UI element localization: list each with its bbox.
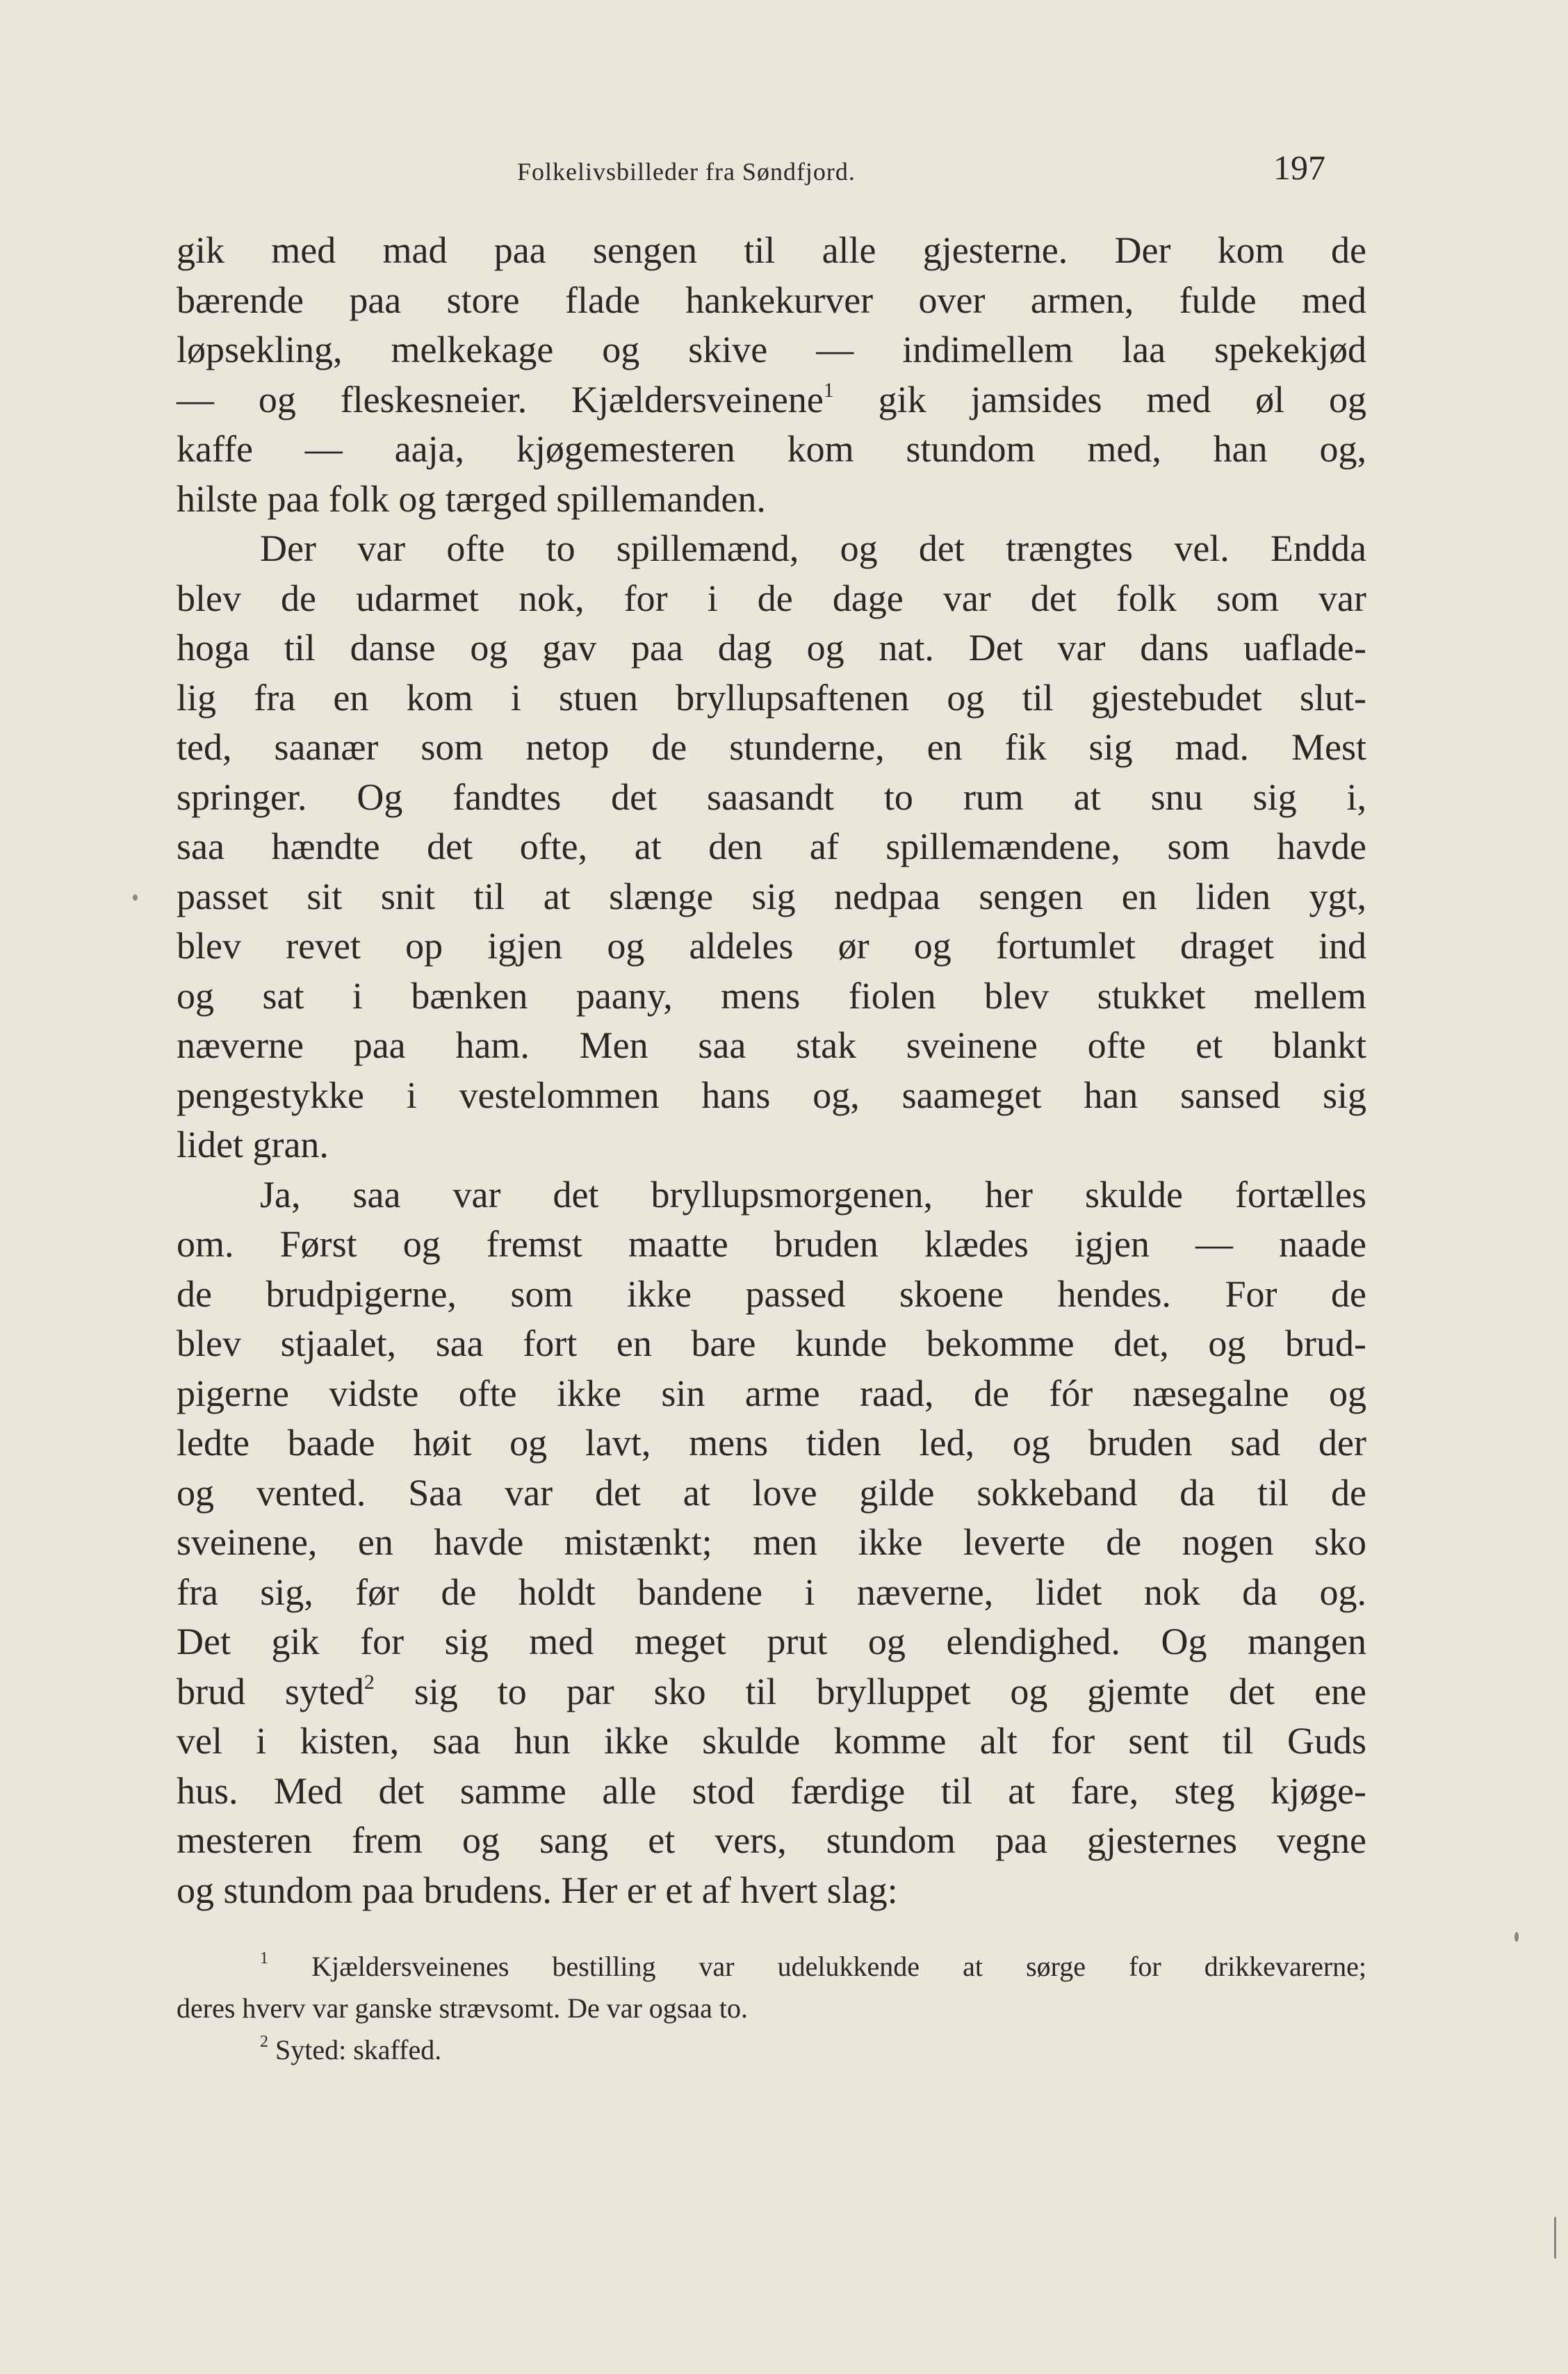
text-line: mesteren frem og sang et vers, stundom paa gjesternes vegne [177, 1819, 1366, 1861]
text-segment: sig to par sko til bryllupp​et og gjemte det ene [414, 1670, 1367, 1712]
text-line: springer. Og fandtes det saasandt to rum at snu sig i, [177, 776, 1366, 818]
text-line: sveinene, en havde mistænkt; men ikke leverte de nogen sko [177, 1521, 1366, 1563]
running-title: Folkelivsbilleder fra Søndfjord. [517, 158, 856, 186]
text-line: Det gik for sig med meget prut og elendighed. Og mangen [177, 1621, 1366, 1662]
footnote-2 [177, 2029, 1366, 2071]
text-line: Der var ofte to spillemænd, og det trængtes vel. Endda [260, 527, 1366, 569]
text-line: hoga til danse og gav paa dag og nat. Det var dans uaflade- [177, 627, 1366, 669]
text-line: hilste paa folk og tærged spillemanden. [177, 477, 766, 520]
text-segment: gik jamsides med øl og [878, 378, 1366, 420]
footnote-1-continued: deres hverv var ganske strævsomt. De var ogsaa to. [177, 1992, 748, 2024]
paper-speck [1554, 2217, 1556, 2259]
footnote-mark: 1 [823, 378, 834, 402]
footnotes [177, 1946, 1366, 2071]
text-line: blev stjaalet, saa fort en bare kunde bekomme det, og brud- [177, 1323, 1366, 1364]
footnote-text: Syted: skaffed. [275, 2034, 442, 2065]
text-line: lig fra en kom i stuen bryllupsaftenen og til gjestebudet slut- [177, 676, 1366, 719]
footnote-mark: 2 [364, 1670, 375, 1694]
text-line: kaffe — aaja, kjøgemesteren kom stundom med, han og, [177, 428, 1366, 470]
text-line: bærende paa store flade hankekurver over armen, fulde med [177, 279, 1366, 321]
text-line: pigerne vidste ofte ikke sin arme raad, de fór næsegalne og [177, 1372, 1366, 1414]
text-line: pengestykke i vestelommen hans og, saameget han sansed sig [177, 1074, 1366, 1116]
text-line: og sat i bænken paany, mens fiolen blev stukket mellem [177, 974, 1366, 1017]
text-line: blev de udarmet nok, for i de dage var det folk som var [177, 577, 1366, 619]
text-segment: brud syted [177, 1670, 364, 1712]
text-line: om. Først og fremst maatte bruden klædes igjen — naade [177, 1223, 1366, 1265]
paper-speck [1514, 1932, 1519, 1942]
text-line: vel i kisten, saa hun ikke skulde komme alt for sent til Guds [177, 1720, 1366, 1762]
text-segment: — og fleskesneier. Kjældersveinene [177, 378, 824, 420]
text-line: saa hændte det ofte, at den af spillemændene, som havde [177, 826, 1366, 867]
footnote-number: 2 [260, 2033, 268, 2051]
text-line: ted, saanær som netop de stunderne, en fik sig mad. Mest [177, 726, 1366, 768]
text-line: de brudpigerne, som ikke passed skoene hendes. For de [177, 1272, 1366, 1315]
text-line: blev revet op igjen og aldeles ør og fortumlet draget ind [177, 925, 1366, 967]
text-line: og vented. Saa var det at love gilde sokkeband da til de [177, 1471, 1366, 1514]
text-line: gik med mad paa sengen til alle gjesterne. Der kom de [177, 229, 1366, 271]
page-number: 197 [1273, 148, 1325, 187]
paper-speck [133, 894, 138, 901]
text-line-with-footnote-1 [177, 375, 1366, 425]
text-line: Ja, saa var det bryllupsmorgenen, her skulde fortælles [260, 1173, 1366, 1215]
footnote-number: 1 [260, 1949, 268, 1967]
footnote-1 [177, 1946, 1366, 1988]
text-line: lidet gran. [177, 1124, 329, 1165]
footnote-text: Kjældersveinenes bestilling var udelukkende at sørge for drikkevarerne; [311, 1951, 1367, 1982]
text-line: ledte baade høit og lavt, mens tiden led, og bruden sad der [177, 1422, 1366, 1464]
text-line: næverne paa ham. Men saa stak sveinene ofte et blankt [177, 1024, 1366, 1066]
text-line: passet sit snit til at slænge sig nedpaa sengen en liden ygt, [177, 875, 1366, 917]
body-text [177, 226, 1366, 1915]
text-line: hus. Med det samme alle stod færdige til at fare, steg kjøge- [177, 1769, 1366, 1812]
text-line-with-footnote-2 [177, 1667, 1366, 1717]
text-line: og stundom paa brudens. Her er et af hvert slag: [177, 1869, 898, 1911]
text-line: fra sig, før de holdt bandene i næverne, lidet nok da og. [177, 1571, 1366, 1613]
text-line: løpsekling, melkekage og skive — indimellem laa spekekjød [177, 329, 1366, 370]
